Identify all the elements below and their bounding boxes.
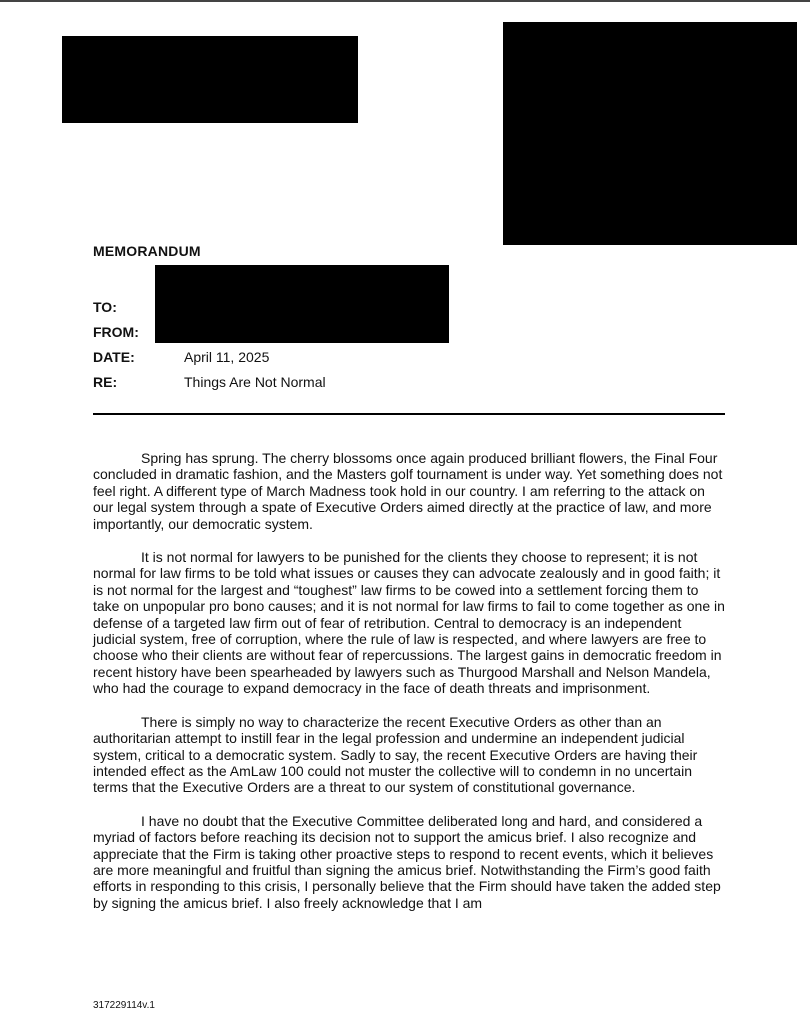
memo-heading: MEMORANDUM	[93, 243, 201, 259]
to-label: TO:	[93, 299, 117, 315]
date-label: DATE:	[93, 349, 135, 365]
re-label: RE:	[93, 374, 118, 390]
redaction-block-to-from	[155, 265, 449, 343]
body-paragraph: There is simply no way to characterize the recent Executive Orders as other than an authoritarian attempt to instill fear in the legal profession and undermine an independent judicial system, critical to a democratic system. Sadly to say, the recent Executive Orders are having their intended effect as the AmLaw 100 could not muster the collective will to condemn in no uncertain terms that the Executive Orders are a threat to our system of constitutional governance.	[93, 713, 698, 796]
redaction-block-letterhead-left	[62, 36, 358, 123]
body-paragraph: Spring has sprung. The cherry blossoms once again produced brilliant flowers, the Final Four concluded in dramatic fashion, and the Masters golf tournament is under way. Yet something does not feel right. A different type of March Madness took hold in our country. I am referring to the attack on our legal system through a spate of Executive Orders aimed directly at the practice of law, and more importantly, our democratic system.	[93, 450, 723, 532]
redaction-block-letterhead-right	[503, 22, 797, 245]
body-paragraph: I have no doubt that the Executive Committee deliberated long and hard, and considered a myriad of factors before reaching its decision not to support the amicus brief. I also recognize and appreciate that the Firm is taking other proactive steps to respond to recent events, which it believes are more meaningful and fruitful than signing the amicus brief. Notwithstanding the Firm’s good faith efforts in responding to this crisis, I personally believe that the Firm should have taken the added step by signing the amicus brief. I also freely acknowledge that I am	[93, 812, 721, 911]
memo-body	[93, 450, 725, 928]
page-top-edge	[0, 0, 810, 2]
date-value: April 11, 2025	[184, 349, 270, 365]
header-divider	[93, 413, 725, 415]
body-paragraph: It is not normal for lawyers to be punished for the clients they choose to represent; it is not normal for law firms to be told what issues or causes they can advocate zealously and in good faith; it is not normal for the largest and “toughest” law firms to be cowed into a settlement forcing them to take on unpopular pro bono causes; and it is not normal for law firms to fail to come together as one in defense of a targeted law firm out of fear of retribution. Central to democracy is an independent judicial system, free of corruption, where the rule of law is respected, and where lawyers are free to choose who their clients are without fear of repercussions. The largest gains in democratic freedom in recent history have been spearheaded by lawyers such as Thurgood Marshall and Nelson Mandela, who had the courage to expand democracy in the face of death threats and imprisonment.	[93, 549, 725, 697]
from-label: FROM:	[93, 324, 139, 340]
document-id-footer: 317229114v.1	[93, 1000, 155, 1011]
subject-value: Things Are Not Normal	[184, 374, 326, 390]
